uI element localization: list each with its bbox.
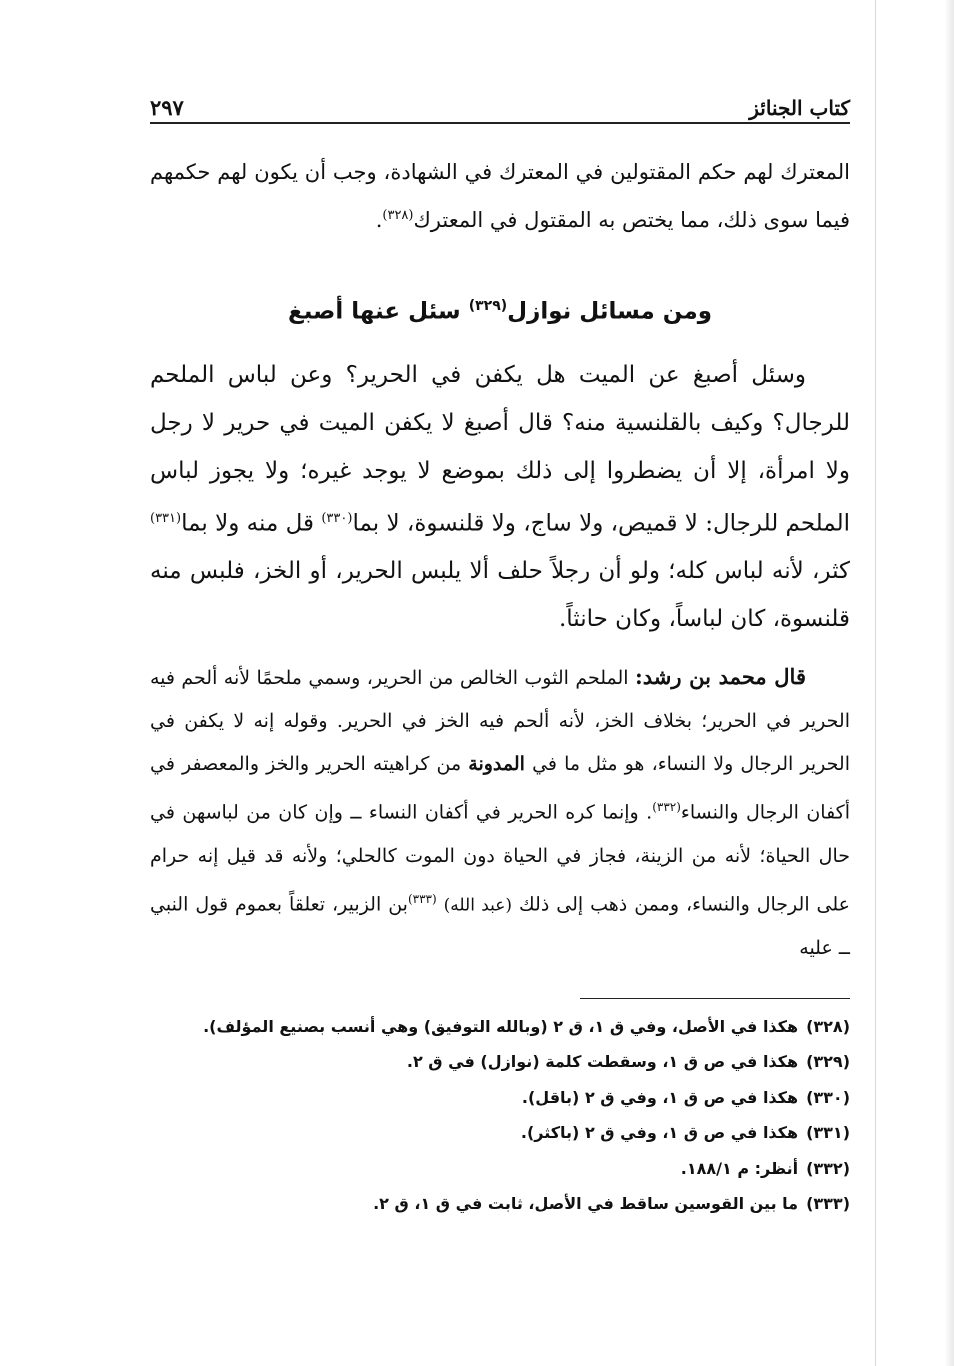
- footnote-separator: [580, 998, 850, 999]
- question-part1: وسئل أصبغ عن الميت هل يكفن في الحرير؟ وعن لباس الملحم للرجال؟ وكيف بالقلنسية منه؟ قال أصبغ لا يكفن الميت في حرير لا رجل ولا امرأة، إلا أن يضطروا إلى ذلك بموضع لا يوجد غيره؛ ولا يجوز لباس الملحم للرجال: لا قميص، ولا ساج، ولا قلنسوة، لا بما: [150, 361, 850, 537]
- commentary-part4: بن الزبير، تعلقاً بعموم قول النبي ــ عليه: [150, 892, 850, 959]
- footnote-ref-328: (٣٢٨): [382, 208, 414, 223]
- intro-paragraph: [150, 150, 850, 242]
- question-part2: قل منه ولا بما: [181, 510, 315, 537]
- footnote-ref-329: (٣٢٩): [468, 298, 508, 314]
- question-paragraph: [150, 351, 850, 644]
- binding-gutter-shadow: [876, 0, 954, 1366]
- commentary-speaker: قال محمد بن رشد:: [634, 664, 806, 690]
- mudawwana-title: المدونة: [468, 753, 525, 776]
- running-header: [150, 80, 850, 124]
- commentary-parenthetical: (عبد الله): [443, 894, 513, 915]
- footnote-ref-333: (٣٣٣): [407, 891, 437, 906]
- footnote: [150, 1044, 850, 1080]
- footnote-text: هكذا في ص ق ١، وفي ق ٢ (باكثر).: [520, 1123, 799, 1143]
- section-heading: [150, 298, 850, 325]
- book-page: [150, 80, 850, 1222]
- footnote-text: هكذا في الأصل، وفي ق ١، ق ٢ (وبالله التوفيق) وهي أنسب بصنيع المؤلف).: [203, 1016, 799, 1036]
- heading-part-b: سئل عنها أصبغ: [288, 298, 461, 325]
- footnote-number: (٣٢٨): [806, 1016, 850, 1036]
- footnote-text: هكذا في ص ق ١، وسقطت كلمة (نوازل) في ق ٢.: [406, 1052, 799, 1072]
- commentary-part3: . وإنما كره الحرير في أكفان النساء ــ وإن كان من لباسهن في حال الحياة؛ لأنه من الزينة، فجاز في الحياة دون الموت كالحلي؛ ولأنه قد قيل إنه حرام على الرجال والنساء، وممن ذهب إلى ذلك: [150, 801, 851, 915]
- page-number: ٢٩٧: [150, 95, 184, 120]
- footnote-number: (٣٣٠): [806, 1087, 850, 1107]
- binding-edge-line: [875, 0, 876, 1366]
- commentary-part1: الملحم الثوب الخالص من الحرير، وسمي ملحمًا لأنه ألحم فيه الحرير في الحرير؛ بخلاف الخز، لأنه ألحم فيه الخز في الحرير. وقوله إنه لا يكفن في الحرير الرجال ولا النساء، هو مثل ما في: [150, 667, 851, 776]
- footnote-number: (٣٣٢): [806, 1158, 850, 1178]
- footnote: [150, 1115, 850, 1151]
- running-title: كتاب الجنائز: [749, 96, 850, 120]
- footnotes: [150, 1009, 850, 1222]
- footnote-number: (٣٣٣): [806, 1194, 850, 1214]
- footnote: [150, 1009, 850, 1045]
- footnote-number: (٣٢٩): [806, 1052, 850, 1072]
- intro-end: .: [375, 208, 383, 232]
- footnote-text: أنظر: م ١٨٨/١.: [680, 1158, 799, 1178]
- footnote: [150, 1080, 850, 1116]
- footnote-ref-331: (٣٣١): [150, 510, 182, 526]
- intro-text: المعترك لهم حكم المقتولين في المعترك في الشهادة، وجب أن يكون لهم حكمهم فيما سوى ذلك، مما يختص به المقتول في المعترك: [150, 160, 850, 232]
- footnote-ref-332: (٣٣٢): [652, 800, 681, 815]
- footnote-number: (٣٣١): [806, 1123, 850, 1143]
- footnote-text: هكذا في ص ق ١، وفي ق ٢ (باقل).: [521, 1087, 799, 1107]
- footnote: [150, 1151, 850, 1187]
- commentary-paragraph: [150, 655, 850, 970]
- commentary-part2: من كراهيته الحرير والخز والمعصفر في أكفان الرجال والنساء: [150, 753, 850, 824]
- footnote-text: ما بين القوسين ساقط في الأصل، ثابت في ق ١، ق ٢.: [373, 1194, 799, 1214]
- footnote: [150, 1186, 850, 1222]
- heading-part-a: ومن مسائل نوازل: [507, 298, 712, 325]
- footnote-ref-330: (٣٣٠): [321, 510, 353, 526]
- question-part3: كثر، لأنه لباس كله؛ ولو أن رجلاً حلف ألا يلبس الحرير، أو الخز، فلبس منه قلنسوة، كان لباساً، وكان حانثاً.: [150, 558, 850, 633]
